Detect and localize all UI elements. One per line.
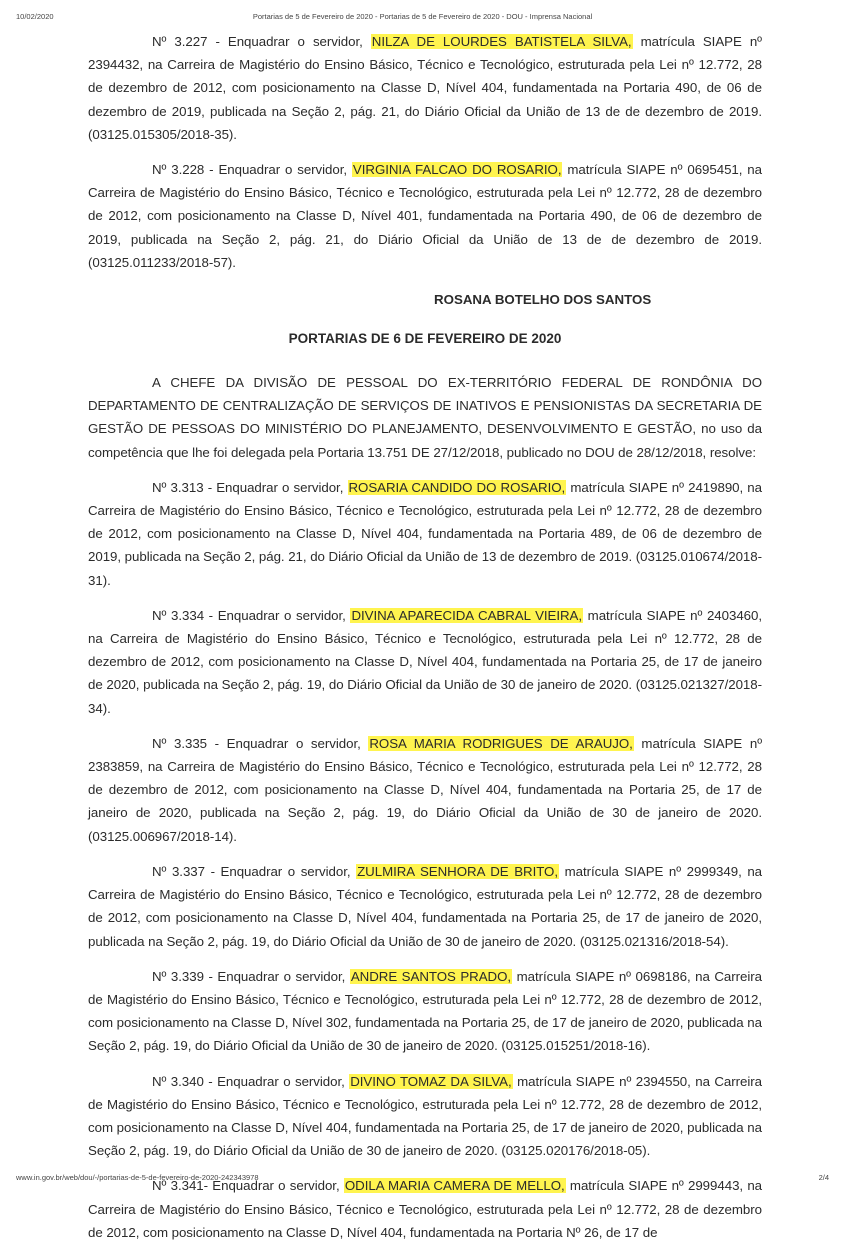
entry-suffix: matrícula SIAPE nº 0698186, na Carreira de Magistério do Ensino Básico, Técnico e Tecnológico, estruturada pela Lei nº 12.772, 28 de dezembro de 2012, com posicionamento na Classe D, Nível 302, fundamentada na Portaria 25, de 17 de janeiro de 2020, publicada na Seção 2, pág. 19, do Diário Oficial da União de 30 de janeiro de 2020. (03125.015251/2018-16). [88,968,763,1054]
entry-paragraph [88,965,762,1058]
entry-suffix: matrícula SIAPE nº 2999349, na Carreira de Magistério do Ensino Básico, Técnico e Tecnológico, estruturada pela Lei nº 12.772, 28 de dezembro de 2012, com posicionamento na Classe D, Nível 404, fundamentada na Portaria 25, de 17 de janeiro de 2020, publicada na Seção 2, pág. 19, do Diário Oficial da União de 30 de janeiro de 2020. (03125.021316/2018-54). [88,863,763,949]
print-page-title: Portarias de 5 de Fevereiro de 2020 - Portarias de 5 de Fevereiro de 2020 - DOU - Imprensa Nacional [252,12,593,21]
entry-suffix: matrícula SIAPE nº 2394432, na Carreira de Magistério do Ensino Básico, Técnico e Tecnológico, estruturada pela Lei nº 12.772, 28 de dezembro de 2012, com posicionamento na Classe D, Nível 404, fundamentada na Portaria 490, de 06 de dezembro de 2019, publicada na Seção 2, pág. 21, do Diário Oficial da União de 13 de de dezembro de 2019. (03125.015305/2018-35). [88,34,762,142]
print-date: 10/02/2020 [16,12,54,21]
entry-suffix: matrícula SIAPE nº 0695451, na Carreira de Magistério do Ensino Básico, Técnico e Tecnológico, estruturada pela Lei nº 12.772, 28 de dezembro de 2012, com posicionamento na Classe D, Nível 401, fundamentada na Portaria 490, de 06 de dezembro de 2019, publicada na Seção 2, pág. 21, do Diário Oficial da União de 13 de de dezembro de 2019. (03125.011233/2018-57). [88,162,762,270]
highlighted-name: ANDRE SANTOS PRADO, [350,968,512,984]
document-body [88,30,762,1256]
entry-prefix: Nº 3.227 - Enquadrar o servidor, [152,34,371,49]
print-header [0,12,845,26]
page-url: www.in.gov.br/web/dou/-/portarias-de-5-de-fevereiro-de-2020-242343978 [16,1173,259,1182]
highlighted-name: ODILA MARIA CAMERA DE MELLO, [344,1178,565,1194]
entry-suffix: matrícula SIAPE nº 2383859, na Carreira de Magistério do Ensino Básico, Técnico e Tecnológico, estruturada pela Lei nº 12.772, 28 de dezembro de 2012, com posicionamento na Classe D, Nível 404, fundamentada na Portaria 25, de 17 de janeiro de 2020, publicada na Seção 2, pág. 19, do Diário Oficial da União de 30 de janeiro de 2020. (03125.006967/2018-14). [88,735,763,844]
entry-prefix: Nº 3.335 - Enquadrar o servidor, [152,735,369,751]
signature: ROSANA BOTELHO DOS SANTOS [434,292,652,308]
entry-paragraph [88,860,762,953]
preamble: A CHEFE DA DIVISÃO DE PESSOAL DO EX-TERRITÓRIO FEDERAL DE RONDÔNIA DO DEPARTAMENTO DE CENTRALIZAÇÃO DE SERVIÇOS DE INATIVOS E PENSIONISTAS DA SECRETARIA DE GESTÃO DE PESSOAS DO MINISTÉRIO DO PLANEJAMENTO, DESENVOLVIMENTO E GESTÃO, no uso da competência que lhe foi delegada pela Portaria 13.751 DE 27/12/2018, publicado no DOU de 28/12/2018, resolve: [88,375,762,460]
highlighted-name: ZULMIRA SENHORA DE BRITO, [357,863,558,879]
entry-suffix: matrícula SIAPE nº 2999443, na Carreira de Magistério do Ensino Básico, Técnico e Tecnológico, estruturada pela Lei nº 12.772, 28 de dezembro de 2012, com posicionamento na Classe D, Nível 404, fundamentada na Portaria Nº 26, de 17 de [88,1178,763,1240]
entry-prefix: Nº 3.340 - Enquadrar o servidor, [152,1073,350,1089]
entry-paragraph [88,30,762,146]
highlighted-name: ROSARIA CANDIDO DO ROSARIO, [348,479,566,495]
page-number: 2/4 [818,1173,829,1182]
entry-prefix: Nº 3.339 - Enquadrar o servidor, [152,968,350,984]
entry-suffix: matrícula SIAPE nº 2419890, na Carreira de Magistério do Ensino Básico, Técnico e Tecnológico, estruturada pela Lei nº 12.772, 28 de dezembro de 2012, com posicionamento na Classe D, Nível 404, fundamentada na Portaria 489, de 06 de dezembro de 2019, publicada na Seção 2, pág. 21, do Diário Oficial da União de 13 de dezembro de 2019. (03125.010674/2018-31). [88,479,763,588]
highlighted-name: VIRGINIA FALCAO DO ROSARIO, [352,162,562,178]
entry-prefix: Nº 3.337 - Enquadrar o servidor, [152,863,357,879]
entry-prefix: Nº 3.334 - Enquadrar o servidor, [152,607,351,623]
entry-prefix: Nº 3.313 - Enquadrar o servidor, [152,479,348,495]
print-footer [0,1173,845,1187]
entry-suffix: matrícula SIAPE nº 2403460, na Carreira de Magistério do Ensino Básico, Técnico e Tecnológico, estruturada pela Lei nº 12.772, 28 de dezembro de 2012, com posicionamento na Classe D, Nível 404, fundamentada na Portaria 25, de 17 de janeiro de 2020, publicada na Seção 2, pág. 19, do Diário Oficial da União de 30 de janeiro de 2020. (03125.021327/2018-34). [88,607,763,716]
highlighted-name: DIVINA APARECIDA CABRAL VIEIRA, [351,607,583,623]
highlighted-name: ROSA MARIA RODRIGUES DE ARAUJO, [369,735,633,751]
highlighted-name: DIVINO TOMAZ DA SILVA, [350,1073,512,1089]
entry-paragraph [88,732,762,848]
section-heading: PORTARIAS DE 6 DE FEVEREIRO DE 2020 [288,331,562,347]
entry-paragraph [88,1070,762,1163]
entry-paragraph [88,476,762,592]
entry-suffix: matrícula SIAPE nº 2394550, na Carreira de Magistério do Ensino Básico, Técnico e Tecnológico, estruturada pela Lei nº 12.772, 28 de dezembro de 2012, com posicionamento na Classe D, Nível 404, fundamentada na Portaria 25, de 17 de janeiro de 2020, publicada na Seção 2, pág. 19, do Diário Oficial da União de 30 de janeiro de 2020. (03125.020176/2018-05). [88,1073,762,1159]
highlighted-name: NILZA DE LOURDES BATISTELA SILVA, [371,34,632,49]
entry-paragraph [88,604,762,720]
entry-paragraph [88,158,762,274]
entry-prefix: Nº 3.228 - Enquadrar o servidor, [152,162,352,178]
entry-prefix: Nº 3.341- Enquadrar o servidor, [152,1178,344,1194]
